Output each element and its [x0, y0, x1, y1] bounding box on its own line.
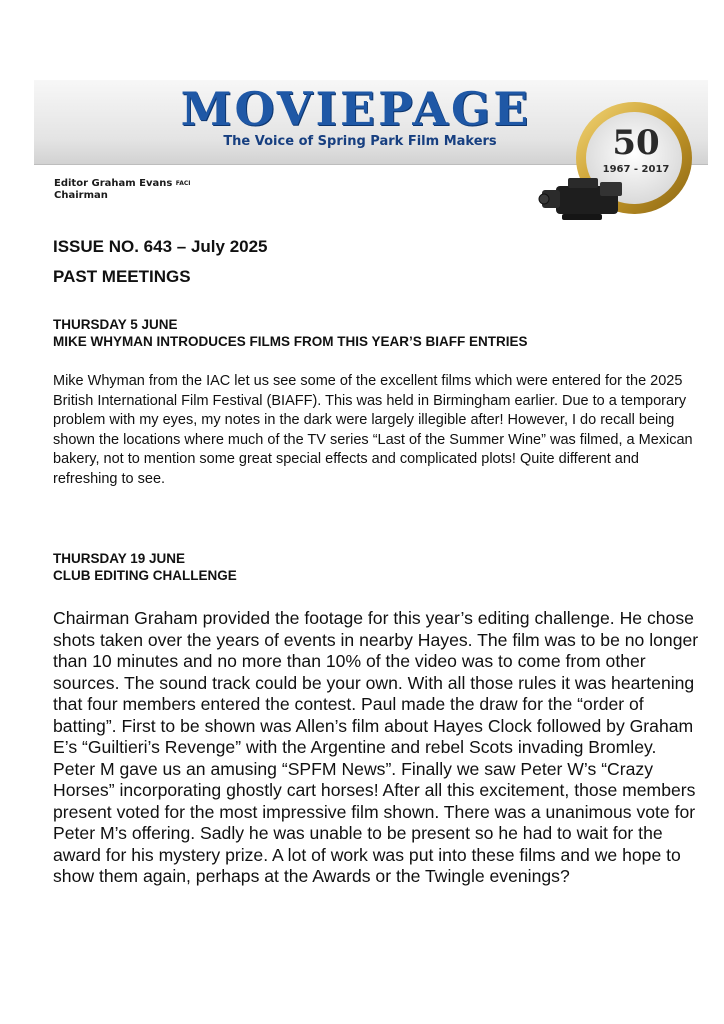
editor-suffix: FACI — [175, 180, 191, 187]
meeting-title: CLUB EDITING CHALLENGE — [53, 568, 237, 583]
meeting-title: MIKE WHYMAN INTRODUCES FILMS FROM THIS YEAR’S BIAFF ENTRIES — [53, 334, 528, 349]
section-title: PAST MEETINGS — [53, 267, 191, 286]
meeting-date: THURSDAY 19 JUNE — [53, 551, 186, 566]
editor-role: Chairman — [54, 190, 108, 201]
meeting-body: Mike Whyman from the IAC let us see some of the excellent films which were entered for the 2025 British International Film Festival (BIAFF). This was held in Birmingham earlier. Due to a temporary problem with my eyes, my notes in the dark were largely illegible after! However, I do recall being shown the locations where much of the TV series “Last of the Summer Wine” was filmed, a Mexican bakery, not to mention some great special effects and complicated plots! Quite different and refreshing to see. — [53, 373, 693, 487]
video-camera-icon — [539, 178, 622, 220]
badge-number: 50 — [612, 123, 660, 163]
badge-years: 1967 - 2017 — [602, 164, 670, 175]
anniversary-badge-logo — [538, 100, 694, 230]
masthead-tagline: The Voice of Spring Park Film Makers — [223, 134, 497, 149]
issue-heading: ISSUE NO. 643 – July 2025 — [53, 237, 268, 256]
meeting-heading — [53, 550, 237, 584]
editor-credit — [54, 178, 191, 202]
meeting-date: THURSDAY 5 JUNE — [53, 317, 178, 332]
editor-name: Editor Graham Evans — [54, 178, 173, 189]
meeting-body: Chairman Graham provided the footage for this year’s editing challenge. He chose shots taken over the years of events in nearby Hayes. The film was to be no longer than 10 minutes and no more than 10% of the video was to come from other sources. The sound track could be your own. With all those rules it was heartening that four members entered the contest. Paul made the draw for the “order of batting”. First to be shown was Allen’s film about Hayes Clock followed by Graham E’s “Guiltieri’s Revenge” with the Argentine and rebel Scots invading Bromley. Peter M gave us an amusing “SPFM News”. Finally we saw Peter W’s “Crazy Horses” incorporating ghostly cart horses! After all this excitement, those members present voted for the most impressive film shown. There was a unanimous vote for Peter M’s offering. Sadly he was unable to be present so he had to wait for the award for his mystery prize. A lot of work was put into these films and we hope to show them again, perhaps at the Awards or the Twingle evenings? — [53, 608, 699, 886]
masthead-title: MOVIEPAGE — [180, 82, 532, 136]
meeting-heading — [53, 316, 528, 350]
